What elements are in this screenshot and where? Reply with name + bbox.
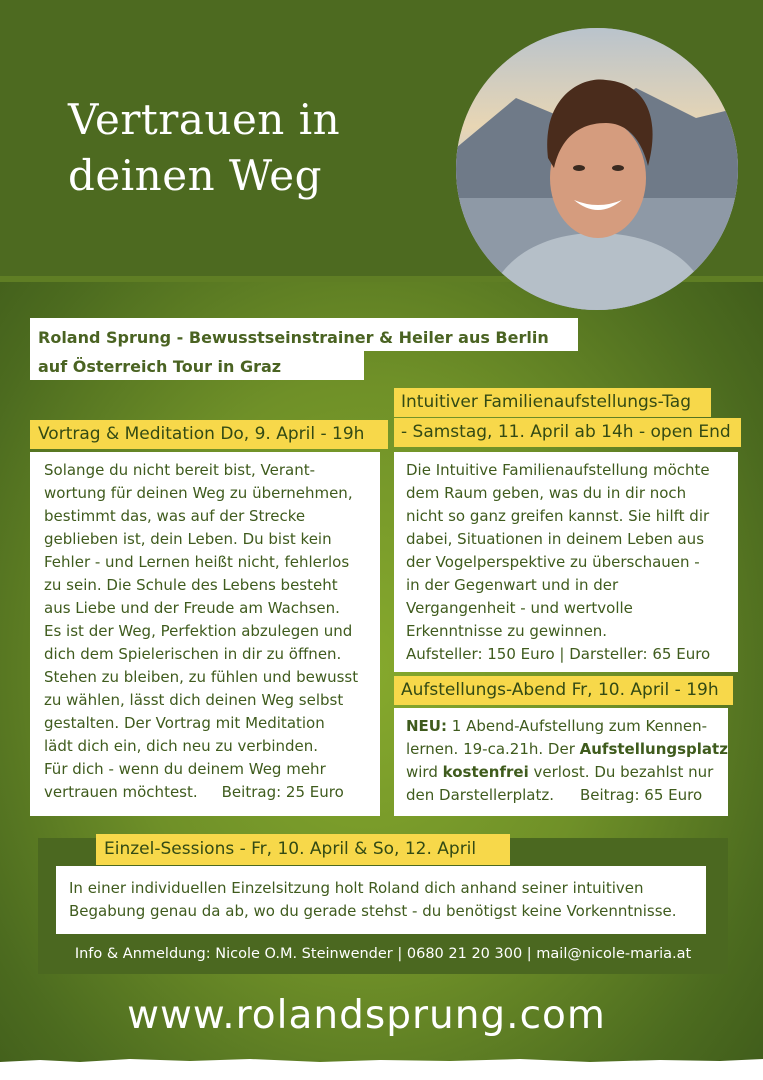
new-label: NEU: xyxy=(406,717,447,735)
abend-price: Beitrag: 65 Euro xyxy=(580,786,703,804)
vortrag-text: Solange du nicht bereit bist, Verant- wortung für deinen Weg zu übernehmen, bestimmt das, was auf der Strecke geblieben ist, dein Leben. Du bist kein Fehler - und Lernen heißt nicht, fehlerlos zu sein. Die Schule des Lebens besteht aus Liebe und der Freude am Wachsen. Es ist der Weg, Perfektion abzulegen und dich dem Spielerischen in dir zu öffnen. Stehen zu bleiben, zu fühlen und bewusst zu wählen, lässt dich deinen Weg selbst gestalten. Der Vortrag mit Meditation lädt dich ein, dich neu zu verbinden. Für dich - wenn du deinem Weg mehr vertrauen möchtest. Beitrag: 25 Euro xyxy=(44,461,359,801)
title-line-1: Vertrauen in xyxy=(68,95,341,144)
contact-info: Info & Anmeldung: Nicole O.M. Steinwender | 0680 21 20 300 | mail@nicole-maria.at xyxy=(74,946,692,962)
abend-text: NEU: 1 Abend-Aufstellung zum Kennen- lernen. 19-ca.21h. Der Aufstellungsplatz wird kostenfrei verlost. Du bezahlst nur den Darstellerplatz. Beitrag: 65 Euro xyxy=(406,717,728,804)
intro-line-1: Roland Sprung - Bewusstseinstrainer & Heiler aus Berlin xyxy=(38,328,549,347)
title-line-2: deinen Weg xyxy=(68,151,322,200)
intro-box xyxy=(30,318,578,380)
familientag-box xyxy=(394,452,738,672)
familientag-prices: Aufsteller: 150 Euro | Darsteller: 65 Euro xyxy=(406,645,711,663)
abend-box xyxy=(394,708,728,816)
sessions-text: In einer individuellen Einzelsitzung holt Roland dich anhand seiner intuitiven Begabung genau da ab, wo du gerade stehst - du benötigst keine Vorkenntnisse. xyxy=(69,879,677,920)
sessions-heading: Einzel-Sessions - Fr, 10. April & So, 12. April xyxy=(96,834,510,865)
website-link[interactable]: www.rolandsprung.com xyxy=(127,993,606,1038)
intro-text xyxy=(38,323,549,381)
vortrag-heading: Vortrag & Meditation Do, 9. April - 19h xyxy=(30,420,388,449)
vortrag-box xyxy=(30,452,380,816)
familientag-heading-1: Intuitiver Familienaufstellungs-Tag xyxy=(394,388,711,417)
abend-heading: Aufstellungs-Abend Fr, 10. April - 19h xyxy=(394,676,733,705)
page-title xyxy=(68,92,340,204)
sessions-box xyxy=(56,866,706,934)
vortrag-price: Beitrag: 25 Euro xyxy=(221,783,344,801)
intro-line-2: auf Österreich Tour in Graz xyxy=(38,357,282,376)
bottom-strip xyxy=(0,1062,763,1080)
familientag-heading-2: - Samstag, 11. April ab 14h - open End xyxy=(394,418,741,447)
portrait-photo xyxy=(456,28,738,310)
familientag-text: Die Intuitive Familienaufstellung möchte dem Raum geben, was du in dir noch nicht so ganz greifen kannst. Sie hilft dir dabei, Situationen in deinem Leben aus der Vogelperspektive zu überschauen - in der Gegenwart und in der Vergangenheit - und wertvolle Erkenntnisse zu gewinnen. Aufsteller: 150 Euro | Darsteller: 65 Euro xyxy=(406,459,710,666)
